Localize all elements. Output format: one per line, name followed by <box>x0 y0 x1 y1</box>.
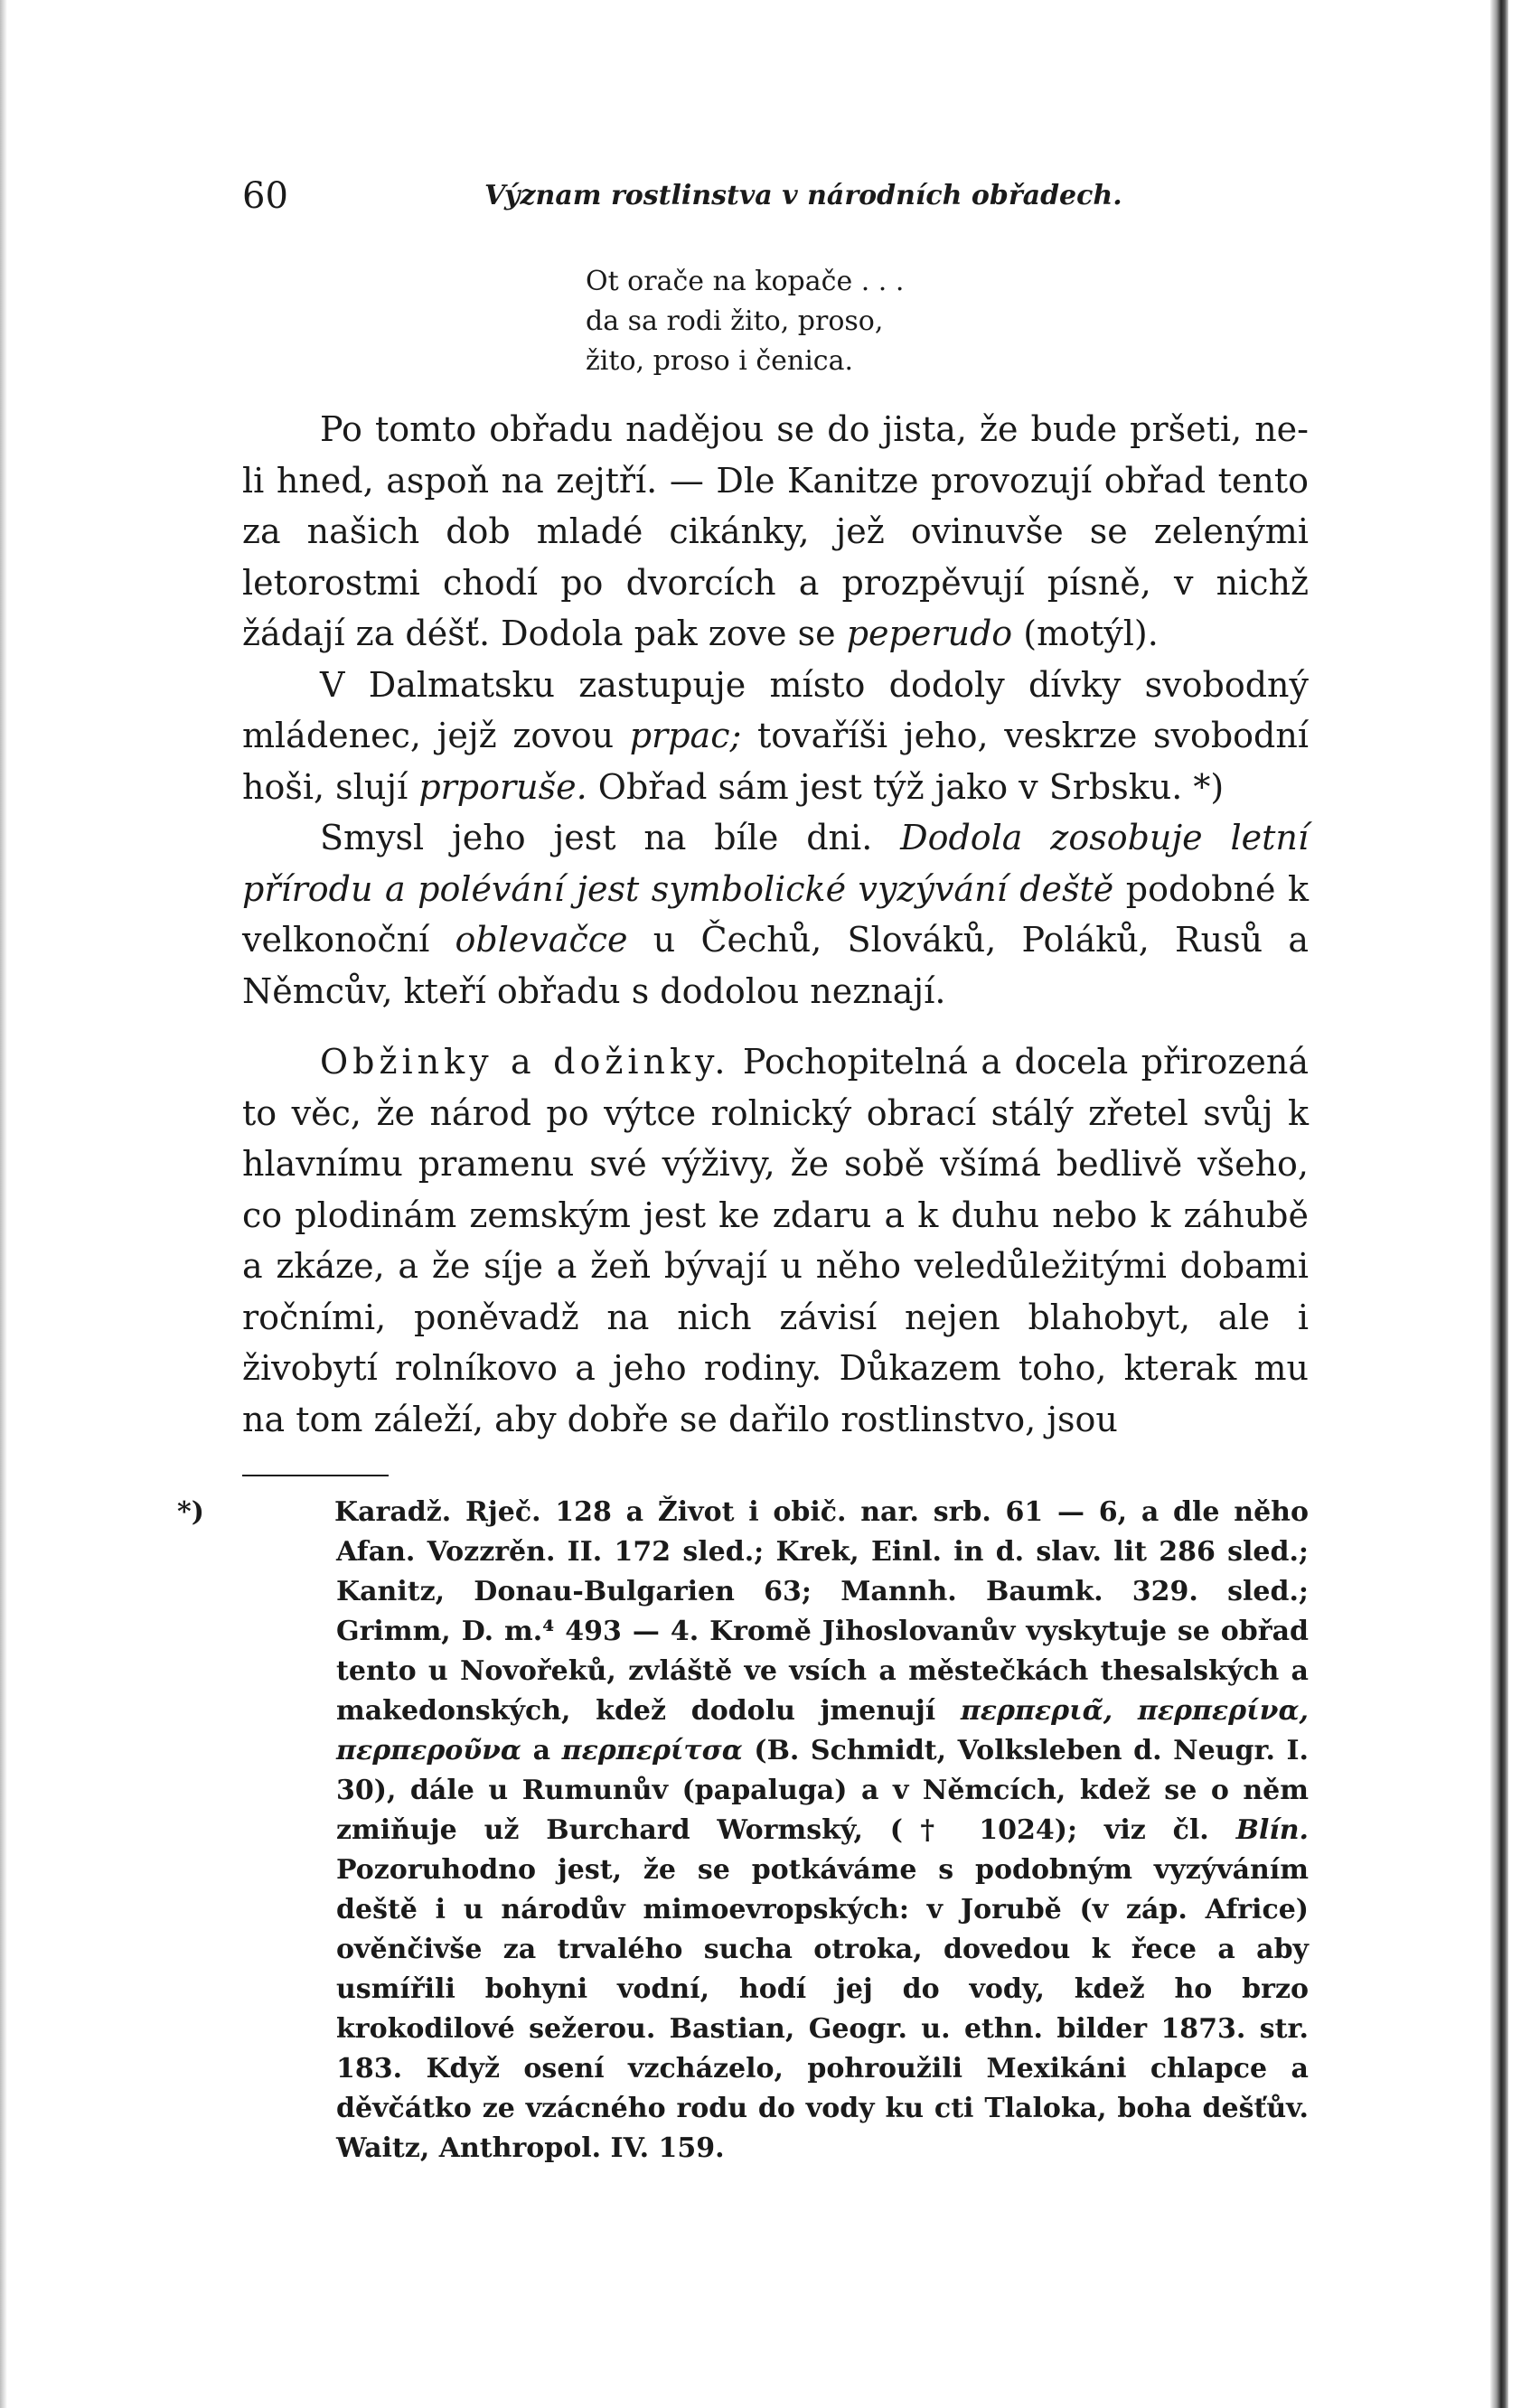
verse-line-3: žito, proso i čenica. <box>586 345 854 377</box>
paragraph-1-italic: peperudo <box>846 614 1013 653</box>
paragraph-2-c: tovaříši jeho, veskrze svobodní hoši, slují <box>242 716 1310 807</box>
scan-right-edge <box>1490 0 1508 2408</box>
footnote-body <box>177 1493 1310 2169</box>
paragraph-3 <box>242 812 1309 1017</box>
paragraph-3-c: podobné k velkonoční <box>242 868 1309 960</box>
footnote-greek-2: περπερίτσα <box>561 1735 743 1766</box>
footnote-italic: Blín. <box>1235 1814 1309 1846</box>
section-heading-obzinky: Obžinky a dožinky. <box>320 1042 730 1082</box>
footnote-marker: *) <box>177 1496 204 1528</box>
main-text <box>242 404 1309 1445</box>
paragraph-4 <box>242 1036 1309 1445</box>
verse-block <box>586 262 904 381</box>
paragraph-4-text: Pochopitelná a docela přirozená to věc, že národ po výtce rolnický obrací stálý zřetel svůj k hlavnímu pramenu své výživy, že sobě všímá bedlivě všeho, co plodinám zemským jest ke zdaru a k duhu nebo k záhubě a zkáze, a že síje a žeň bývají u něho veledůležitými dobami ročními, poněvadž na nich závisí nejen blahobyt, ale i živobytí rolníkovo a jeho rodiny. Důkazem toho, kterak mu na tom záleží, aby dobře se dařilo rostlinstvo, jsou <box>242 1042 1310 1439</box>
verse-line-1: Ot orače na kopače . . . <box>586 266 905 297</box>
page-header <box>242 173 1332 219</box>
paragraph-2-e: Obřad sám jest týž jako v Srbsku. *) <box>587 766 1225 807</box>
paragraph-3-e: u Čechů, Slováků, Poláků, Rusů a Němcův, kteří obřadu s dodolou neznají. <box>242 920 1309 1011</box>
footnote-greek-and: a <box>521 1735 562 1766</box>
paragraph-3-a: Smysl jeho jest na bíle dni. <box>320 818 901 857</box>
footnote-text-b: (B. Schmidt, Volksleben d. Neugr. I. 30), dále u Rumunův (papaluga) a v Němcích, kdež se o něm zmiňuje už Burchard Wormský, († 1024); viz čl. <box>336 1735 1310 1846</box>
verse-line-2: da sa rodi žito, proso, <box>586 305 884 337</box>
paragraph-2-italic-1: prpac; <box>629 716 742 755</box>
scan-left-edge <box>0 0 7 2408</box>
paragraph-1 <box>242 404 1309 660</box>
paragraph-1-text: Po tomto obřadu nadějou se do jista, že bude pršeti, ne-li hned, aspoň na zejtří. — Dle Kanitze provozují obřad tento za našich dob mladé cikánky, jež ovinuvše se zelenými letorostmi chodí po dvorcích a prozpěvují písně, v nichž žádají za déšť. Dodola pak zove se <box>242 409 1309 653</box>
footnote-divider <box>242 1475 389 1476</box>
running-title: Význam rostlinstva v národních obřadech. <box>484 180 1122 211</box>
paragraph-3-italic-1: Dodola zosobuje letní přírodu a polévání jest symbolické vyzývání deště <box>242 818 1310 909</box>
paragraph-3-italic-2: oblevačce <box>455 920 628 960</box>
paragraph-2 <box>242 660 1309 813</box>
footnote-text-a: Karadž. Rječ. 128 a Život i obič. nar. srb. 61 — 6, a dle něho Afan. Vozzrěn. II. 172 sled.; Krek, Einl. in d. slav. lit 286 sled.; Kanitz, Donau-Bulgarien 63; Mannh. Baumk. 329. sled.; Grimm, D. m.⁴ 493 — 4. Kromě Jihoslovanův vyskytuje se obřad tento u Novořeků, zvláště ve vsích a městečkách thesalských a makedonských, kdež dodolu jmenují <box>334 1496 1309 1727</box>
paragraph-2-a: V Dalmatsku zastupuje místo dodoly dívky svobodný mládenec, jejž zovou <box>242 664 1309 755</box>
paragraph-1-tail: (motýl). <box>1012 614 1159 653</box>
footnote-text-c: Pozoruhodno jest, že se potkáváme s podobným vyzýváním deště i u národův mimoevropských: v Jorubě (v záp. Africe) ověnčivše za trvalého sucha otroka, dovedou k řece a aby usmířili bohyni vodní, hodí jej do vody, kdež ho brzo krokodilové sežerou. Bastian, Geogr. u. ethn. bilder 1873. str. 183. Když osení vzcházelo, pohroužili Mexikáni chlapce a děvčátko ze vzácného rodu do vody ku cti Tlaloka, boha dešťův. Waitz, Anthropol. IV. 159. <box>336 1854 1309 2164</box>
page-number: 60 <box>242 175 288 217</box>
footnote <box>177 1493 1310 2169</box>
paragraph-2-italic-2: prporuše. <box>418 766 587 807</box>
footnote-greek-1: περπερια̃, περπερίνα, περπερου̃να <box>336 1695 1309 1766</box>
